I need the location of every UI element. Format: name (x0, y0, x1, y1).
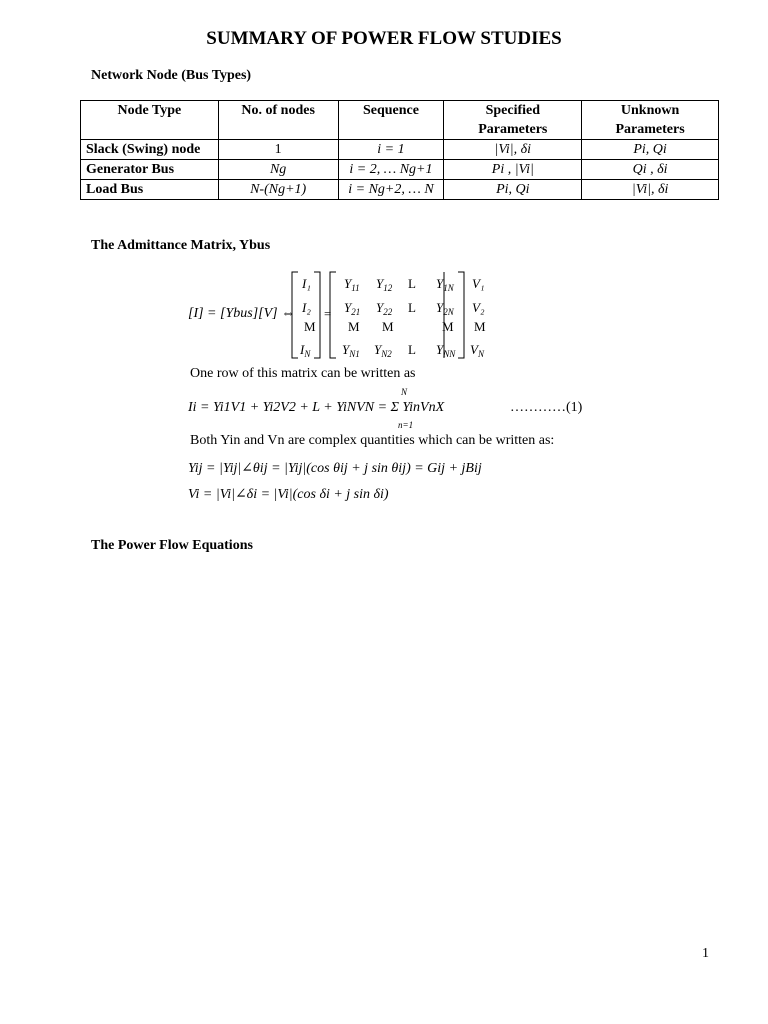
cell-nodes: N-(Ng+1) (218, 180, 338, 200)
sum-upper-limit: N (401, 387, 408, 397)
equation-1-label: …………(1) (510, 400, 583, 415)
page-title: SUMMARY OF POWER FLOW STUDIES (206, 28, 562, 49)
header-node-type: Node Type (81, 101, 219, 140)
cell-node-type: Load Bus (81, 180, 219, 200)
cell-unknown: Qi , δi (582, 160, 719, 180)
cell-sequence: i = Ng+2, … N (338, 180, 444, 200)
cell-node-type: Slack (Swing) node (81, 140, 219, 160)
header-sequence: Sequence (338, 101, 444, 140)
equation-voltage-polar: Vi = |Vi|∠δi = |Vi|(cos δi + j sin δi) (188, 487, 389, 502)
section-heading-power-flow: The Power Flow Equations (91, 538, 253, 553)
cell-nodes: 1 (218, 140, 338, 160)
matrix-IN: $I_N$ (300, 342, 311, 359)
matrix-V1: V₁ (472, 276, 485, 291)
section-heading-bus-types: Network Node (Bus Types) (91, 68, 252, 83)
cell-unknown: Pi, Qi (582, 140, 719, 160)
matrix-row1-dots: L (408, 276, 416, 291)
equation-admittance-polar: Yij = |Yij|∠θij = |Yij|(cos θij + j sin θij) = Gij + jBij (188, 461, 482, 476)
header-unknown-parameters: Unknown Parameters (582, 101, 719, 140)
cell-sequence: i = 2, … Ng+1 (338, 160, 444, 180)
row-description: One row of this matrix can be written as (190, 366, 416, 381)
matrix-Y11: $Y_{11}$ (344, 276, 360, 293)
header-specified-parameters: Specified Parameters (444, 101, 582, 140)
cell-specified: Pi, Qi (444, 180, 582, 200)
matrix-I2: I₂ (302, 300, 311, 315)
cell-specified: Pi , |Vi| (444, 160, 582, 180)
matrix-Y1N: $Y_{1N}$ (436, 276, 454, 293)
matrix-V-dots: M (474, 319, 486, 334)
matrix-equals: = (324, 306, 332, 321)
cell-sequence: i = 1 (338, 140, 444, 160)
page-number: 1 (702, 946, 709, 961)
cell-unknown: |Vi|, δi (582, 180, 719, 200)
matrix-V2: V₂ (472, 300, 485, 315)
matrix-col2-dots: M (382, 319, 394, 334)
equation-1: Ii = Yi1V1 + Yi2V2 + L + YiNVN = Σ YinVnX (188, 400, 445, 415)
section-heading-admittance-matrix: The Admittance Matrix, Ybus (91, 238, 271, 253)
matrix-rowN-dots: L (408, 342, 416, 357)
matrix-VN: $V_N$ (470, 342, 484, 359)
matrix-Y12: $Y_{12}$ (376, 276, 393, 293)
matrix-YNN: $Y_{NN}$ (436, 342, 456, 359)
matrix-YN2: $Y_{N2}$ (374, 342, 392, 359)
matrix-Y22: $Y_{22}$ (376, 300, 393, 317)
matrix-colN-dots: M (442, 319, 454, 334)
matrix-equation-lhs: [I] = [Ybus][V] ⇔ (188, 306, 296, 321)
sum-lower-limit: n=1 (398, 420, 414, 430)
cell-specified: |Vi|, δi (444, 140, 582, 160)
matrix-YN1: $Y_{N1}$ (342, 342, 360, 359)
matrix-Y2N: $Y_{2N}$ (436, 300, 454, 317)
cell-nodes: Ng (218, 160, 338, 180)
matrix-row2-dots: L (408, 300, 416, 315)
matrix-I1: I₁ (302, 276, 311, 291)
cell-node-type: Generator Bus (81, 160, 219, 180)
header-no-of-nodes: No. of nodes (218, 101, 338, 140)
matrix-Y21: $Y_{21}$ (344, 300, 361, 317)
matrix-col1-dots: M (348, 319, 360, 334)
matrix-I-dots: M (304, 319, 316, 334)
complex-quantities-text: Both Yin and Vn are complex quantities which can be written as: (190, 433, 555, 448)
